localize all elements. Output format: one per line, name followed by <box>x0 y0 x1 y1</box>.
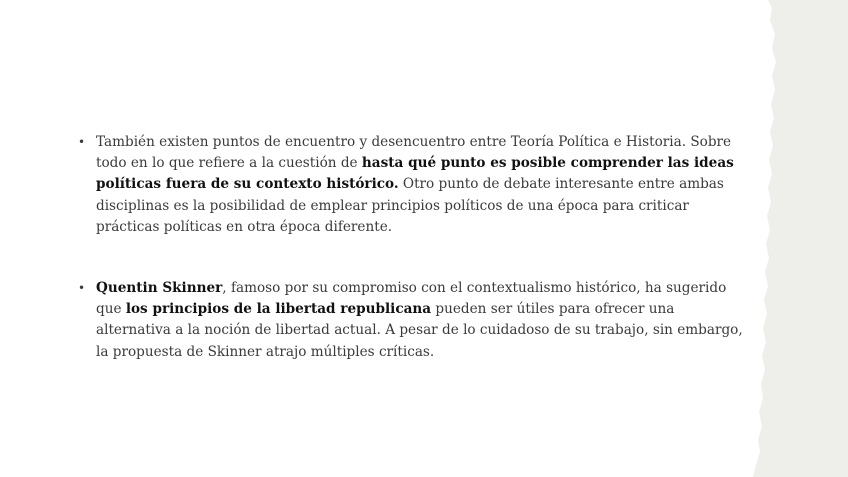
bullet-marker: • <box>78 135 86 149</box>
text-run: , famoso por su compromiso con el contextualismo histórico, ha sugerido que <box>96 280 727 318</box>
text-run: También existen puntos de encuentro y desencuentro entre Teoría Política e Historia. Sobre todo en lo que refiere a la cuestión de <box>96 134 732 172</box>
torn-paper-decoration <box>753 0 848 477</box>
bullet-text <box>96 134 734 235</box>
bullet-item-skinner <box>78 278 748 363</box>
bullet-marker: • <box>78 281 86 296</box>
text-run-bold: hasta qué punto es posible comprender las ideas políticas fuera de su contexto histórico. <box>96 155 734 193</box>
bullet-text <box>96 280 743 360</box>
text-run-bold: Quentin Skinner <box>96 280 223 297</box>
torn-paper-shape <box>753 0 848 477</box>
text-run: Otro punto de debate interesante entre ambas disciplinas es la posibilidad de emplear principios políticos de una época para criticar prácticas políticas en otra época diferente. <box>96 176 724 235</box>
bullet-item-teoria-historia <box>78 132 748 238</box>
text-run-bold: los principios de la libertad republicana <box>125 301 432 318</box>
text-run: pueden ser útiles para ofrecer una alternativa a la noción de libertad actual. A pesar de lo cuidadoso de su trabajo, sin embargo, la propuesta de Skinner atrajo múltiples críticas. <box>96 301 743 360</box>
slide-body <box>78 132 748 363</box>
